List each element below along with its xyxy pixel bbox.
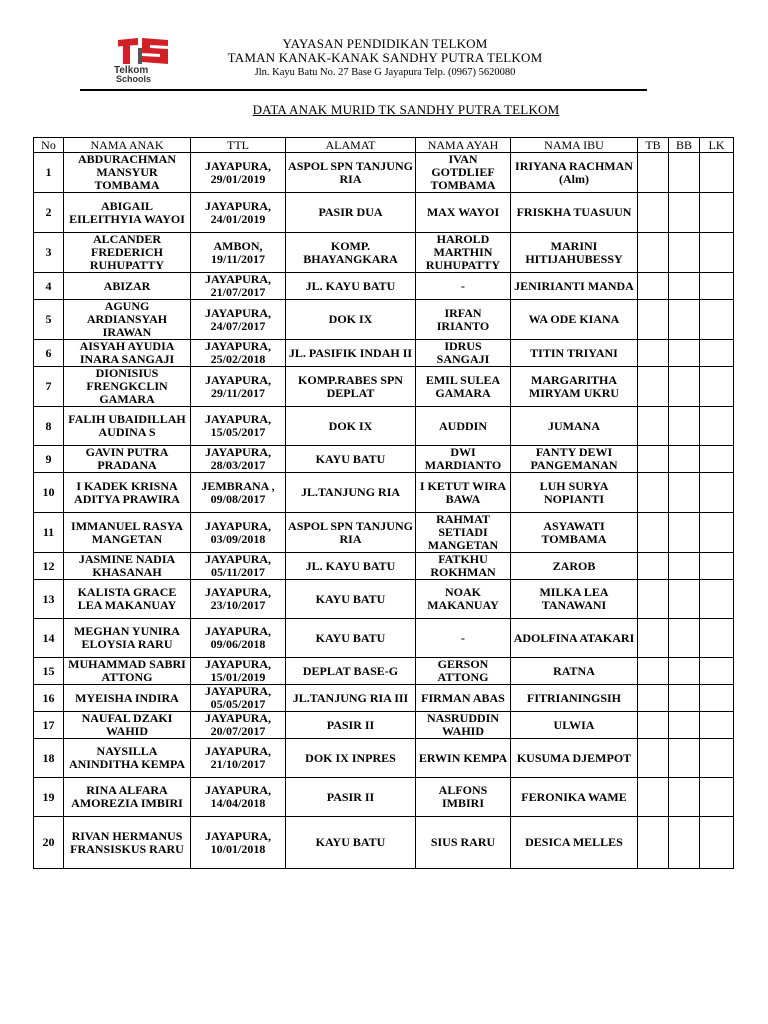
- cell-bb: [669, 446, 700, 473]
- cell-bb: [669, 300, 700, 340]
- cell-tb: [638, 778, 669, 817]
- cell-nama-anak: NAUFAL DZAKI WAHID: [64, 712, 191, 739]
- col-header-no: No: [34, 138, 64, 153]
- col-header-lk: LK: [700, 138, 734, 153]
- student-data-table: [33, 137, 734, 869]
- cell-alamat: JL. KAYU BATU: [286, 273, 416, 300]
- cell-bb: [669, 340, 700, 367]
- col-header-nama-ibu: NAMA IBU: [511, 138, 638, 153]
- cell-nama-ibu: LUH SURYA NOPIANTI: [511, 473, 638, 513]
- cell-nama-anak: ABDURACHMAN MANSYUR TOMBAMA: [64, 153, 191, 193]
- cell-ttl: JAYAPURA, 29/01/2019: [191, 153, 286, 193]
- cell-nama-ibu: ZAROB: [511, 553, 638, 580]
- cell-bb: [669, 367, 700, 407]
- cell-no: 12: [34, 553, 64, 580]
- cell-ttl: JEMBRANA , 09/08/2017: [191, 473, 286, 513]
- cell-no: 1: [34, 153, 64, 193]
- cell-ttl: JAYAPURA, 21/10/2017: [191, 739, 286, 778]
- cell-nama-anak: MYEISHA INDIRA: [64, 685, 191, 712]
- cell-no: 9: [34, 446, 64, 473]
- cell-ttl: AMBON, 19/11/2017: [191, 233, 286, 273]
- cell-lk: [700, 273, 734, 300]
- telkom-schools-logo: [112, 36, 174, 86]
- cell-nama-anak: AISYAH AYUDIA INARA SANGAJI: [64, 340, 191, 367]
- cell-bb: [669, 817, 700, 869]
- cell-alamat: JL.TANJUNG RIA III: [286, 685, 416, 712]
- cell-alamat: KAYU BATU: [286, 580, 416, 619]
- cell-nama-ibu: MILKA LEA TANAWANI: [511, 580, 638, 619]
- cell-nama-anak: FALIH UBAIDILLAH AUDINA S: [64, 407, 191, 446]
- cell-tb: [638, 619, 669, 658]
- cell-nama-ayah: NOAK MAKANUAY: [416, 580, 511, 619]
- cell-nama-ibu: ADOLFINA ATAKARI: [511, 619, 638, 658]
- cell-nama-anak: I KADEK KRISNA ADITYA PRAWIRA: [64, 473, 191, 513]
- cell-no: 11: [34, 513, 64, 553]
- cell-no: 13: [34, 580, 64, 619]
- cell-tb: [638, 473, 669, 513]
- cell-nama-ayah: -: [416, 619, 511, 658]
- document-title: DATA ANAK MURID TK SANDHY PUTRA TELKOM: [252, 102, 560, 117]
- cell-lk: [700, 778, 734, 817]
- col-header-tb: TB: [638, 138, 669, 153]
- cell-nama-ayah: I KETUT WIRA BAWA: [416, 473, 511, 513]
- cell-no: 17: [34, 712, 64, 739]
- cell-lk: [700, 473, 734, 513]
- cell-lk: [700, 340, 734, 367]
- cell-tb: [638, 193, 669, 233]
- cell-nama-ibu: ASYAWATI TOMBAMA: [511, 513, 638, 553]
- cell-ttl: JAYAPURA, 29/11/2017: [191, 367, 286, 407]
- cell-tb: [638, 340, 669, 367]
- cell-bb: [669, 619, 700, 658]
- cell-lk: [700, 658, 734, 685]
- cell-lk: [700, 685, 734, 712]
- cell-alamat: PASIR II: [286, 712, 416, 739]
- cell-nama-ibu: IRIYANA RACHMAN (Alm): [511, 153, 638, 193]
- telkom-logo-mark-icon: [112, 36, 172, 66]
- table-row: [34, 193, 734, 233]
- letterhead: [180, 37, 590, 79]
- cell-lk: [700, 367, 734, 407]
- cell-bb: [669, 473, 700, 513]
- cell-nama-ayah: IDRUS SANGAJI: [416, 340, 511, 367]
- cell-no: 16: [34, 685, 64, 712]
- cell-alamat: KOMP. BHAYANGKARA: [286, 233, 416, 273]
- cell-nama-anak: GAVIN PUTRA PRADANA: [64, 446, 191, 473]
- cell-ttl: JAYAPURA, 15/01/2019: [191, 658, 286, 685]
- cell-tb: [638, 580, 669, 619]
- cell-nama-ayah: IRFAN IRIANTO: [416, 300, 511, 340]
- cell-nama-anak: KALISTA GRACE LEA MAKANUAY: [64, 580, 191, 619]
- col-header-bb: BB: [669, 138, 700, 153]
- cell-tb: [638, 513, 669, 553]
- cell-lk: [700, 739, 734, 778]
- cell-nama-ibu: TITIN TRIYANI: [511, 340, 638, 367]
- table-row: [34, 340, 734, 367]
- school-address: Jln. Kayu Batu No. 27 Base G Jayapura Telp. (0967) 5620080: [254, 67, 516, 78]
- cell-nama-ayah: ERWIN KEMPA: [416, 739, 511, 778]
- cell-nama-anak: IMMANUEL RASYA MANGETAN: [64, 513, 191, 553]
- cell-nama-anak: ALCANDER FREDERICH RUHUPATTY: [64, 233, 191, 273]
- cell-nama-ayah: DWI MARDIANTO: [416, 446, 511, 473]
- cell-tb: [638, 446, 669, 473]
- cell-alamat: ASPOL SPN TANJUNG RIA: [286, 153, 416, 193]
- col-header-ttl: TTL: [191, 138, 286, 153]
- cell-alamat: JL. KAYU BATU: [286, 553, 416, 580]
- cell-lk: [700, 446, 734, 473]
- cell-tb: [638, 739, 669, 778]
- table-row: [34, 658, 734, 685]
- table-row: [34, 407, 734, 446]
- table-row: [34, 367, 734, 407]
- cell-ttl: JAYAPURA, 23/10/2017: [191, 580, 286, 619]
- cell-ttl: JAYAPURA, 28/03/2017: [191, 446, 286, 473]
- table-row: [34, 473, 734, 513]
- cell-bb: [669, 513, 700, 553]
- cell-alamat: ASPOL SPN TANJUNG RIA: [286, 513, 416, 553]
- cell-nama-anak: AGUNG ARDIANSYAH IRAWAN: [64, 300, 191, 340]
- cell-nama-ayah: ALFONS IMBIRI: [416, 778, 511, 817]
- cell-nama-ibu: WA ODE KIANA: [511, 300, 638, 340]
- cell-nama-ibu: ULWIA: [511, 712, 638, 739]
- cell-alamat: PASIR DUA: [286, 193, 416, 233]
- cell-lk: [700, 619, 734, 658]
- cell-ttl: JAYAPURA, 09/06/2018: [191, 619, 286, 658]
- cell-alamat: DOK IX: [286, 300, 416, 340]
- table-row: [34, 273, 734, 300]
- cell-tb: [638, 407, 669, 446]
- cell-tb: [638, 685, 669, 712]
- cell-lk: [700, 580, 734, 619]
- cell-no: 20: [34, 817, 64, 869]
- cell-nama-anak: ABIZAR: [64, 273, 191, 300]
- cell-alamat: DEPLAT BASE-G: [286, 658, 416, 685]
- cell-ttl: JAYAPURA, 05/11/2017: [191, 553, 286, 580]
- table-header-row: [34, 138, 734, 153]
- table-row: [34, 446, 734, 473]
- cell-lk: [700, 817, 734, 869]
- cell-bb: [669, 273, 700, 300]
- cell-nama-ibu: FITRIANINGSIH: [511, 685, 638, 712]
- cell-nama-ibu: JUMANA: [511, 407, 638, 446]
- table-row: [34, 817, 734, 869]
- cell-tb: [638, 273, 669, 300]
- cell-alamat: KAYU BATU: [286, 817, 416, 869]
- table-row: [34, 739, 734, 778]
- cell-bb: [669, 712, 700, 739]
- table-row: [34, 233, 734, 273]
- cell-ttl: JAYAPURA, 20/07/2017: [191, 712, 286, 739]
- table-row: [34, 580, 734, 619]
- table-row: [34, 553, 734, 580]
- cell-tb: [638, 553, 669, 580]
- school-name: TAMAN KANAK-KANAK SANDHY PUTRA TELKOM: [227, 50, 543, 65]
- cell-nama-anak: NAYSILLA ANINDITHA KEMPA: [64, 739, 191, 778]
- cell-tb: [638, 658, 669, 685]
- table-row: [34, 153, 734, 193]
- cell-alamat: KOMP.RABES SPN DEPLAT: [286, 367, 416, 407]
- cell-bb: [669, 739, 700, 778]
- cell-ttl: JAYAPURA, 21/07/2017: [191, 273, 286, 300]
- cell-ttl: JAYAPURA, 05/05/2017: [191, 685, 286, 712]
- cell-nama-anak: MEGHAN YUNIRA ELOYSIA RARU: [64, 619, 191, 658]
- cell-tb: [638, 367, 669, 407]
- table-row: [34, 619, 734, 658]
- cell-nama-anak: ABIGAIL EILEITHYIA WAYOI: [64, 193, 191, 233]
- cell-ttl: JAYAPURA, 03/09/2018: [191, 513, 286, 553]
- cell-bb: [669, 685, 700, 712]
- cell-bb: [669, 778, 700, 817]
- cell-lk: [700, 153, 734, 193]
- cell-nama-ibu: FERONIKA WAME: [511, 778, 638, 817]
- cell-tb: [638, 712, 669, 739]
- cell-tb: [638, 153, 669, 193]
- cell-nama-anak: JASMINE NADIA KHASANAH: [64, 553, 191, 580]
- logo-subtext: Schools: [116, 74, 152, 84]
- cell-alamat: JL.TANJUNG RIA: [286, 473, 416, 513]
- cell-no: 5: [34, 300, 64, 340]
- cell-ttl: JAYAPURA, 14/04/2018: [191, 778, 286, 817]
- cell-ttl: JAYAPURA, 24/01/2019: [191, 193, 286, 233]
- cell-nama-anak: DIONISIUS FRENGKCLIN GAMARA: [64, 367, 191, 407]
- cell-alamat: DOK IX: [286, 407, 416, 446]
- cell-nama-ibu: MARINI HITIJAHUBESSY: [511, 233, 638, 273]
- cell-nama-ibu: MARGARITHA MIRYAM UKRU: [511, 367, 638, 407]
- cell-no: 3: [34, 233, 64, 273]
- cell-tb: [638, 817, 669, 869]
- cell-nama-ayah: GERSON ATTONG: [416, 658, 511, 685]
- cell-no: 18: [34, 739, 64, 778]
- cell-nama-ayah: SIUS RARU: [416, 817, 511, 869]
- logo-text: Telkom: [114, 65, 149, 76]
- cell-no: 14: [34, 619, 64, 658]
- cell-no: 7: [34, 367, 64, 407]
- cell-tb: [638, 233, 669, 273]
- cell-nama-ibu: JENIRIANTI MANDA: [511, 273, 638, 300]
- cell-lk: [700, 233, 734, 273]
- cell-lk: [700, 193, 734, 233]
- cell-nama-ayah: AUDDIN: [416, 407, 511, 446]
- col-header-nama-ayah: NAMA AYAH: [416, 138, 511, 153]
- col-header-nama-anak: NAMA ANAK: [64, 138, 191, 153]
- cell-lk: [700, 712, 734, 739]
- table-row: [34, 712, 734, 739]
- table-row: [34, 513, 734, 553]
- cell-no: 8: [34, 407, 64, 446]
- cell-nama-anak: RIVAN HERMANUS FRANSISKUS RARU: [64, 817, 191, 869]
- cell-nama-ayah: IVAN GOTDLIEF TOMBAMA: [416, 153, 511, 193]
- cell-no: 10: [34, 473, 64, 513]
- cell-bb: [669, 233, 700, 273]
- cell-nama-ibu: DESICA MELLES: [511, 817, 638, 869]
- cell-no: 19: [34, 778, 64, 817]
- cell-alamat: PASIR II: [286, 778, 416, 817]
- cell-no: 4: [34, 273, 64, 300]
- cell-tb: [638, 300, 669, 340]
- cell-ttl: JAYAPURA, 25/02/2018: [191, 340, 286, 367]
- cell-nama-ayah: MAX WAYOI: [416, 193, 511, 233]
- table-row: [34, 685, 734, 712]
- cell-bb: [669, 553, 700, 580]
- cell-nama-ayah: -: [416, 273, 511, 300]
- cell-ttl: JAYAPURA, 15/05/2017: [191, 407, 286, 446]
- cell-nama-ibu: RATNA: [511, 658, 638, 685]
- cell-no: 15: [34, 658, 64, 685]
- cell-lk: [700, 553, 734, 580]
- cell-nama-ayah: HAROLD MARTHIN RUHUPATTY: [416, 233, 511, 273]
- cell-alamat: DOK IX INPRES: [286, 739, 416, 778]
- cell-nama-ayah: RAHMAT SETIADI MANGETAN: [416, 513, 511, 553]
- cell-alamat: KAYU BATU: [286, 619, 416, 658]
- cell-lk: [700, 513, 734, 553]
- cell-nama-ayah: FATKHU ROKHMAN: [416, 553, 511, 580]
- cell-ttl: JAYAPURA, 24/07/2017: [191, 300, 286, 340]
- cell-no: 2: [34, 193, 64, 233]
- table-row: [34, 778, 734, 817]
- cell-ttl: JAYAPURA, 10/01/2018: [191, 817, 286, 869]
- cell-alamat: KAYU BATU: [286, 446, 416, 473]
- cell-nama-ibu: FRISKHA TUASUUN: [511, 193, 638, 233]
- cell-bb: [669, 580, 700, 619]
- cell-bb: [669, 407, 700, 446]
- cell-bb: [669, 193, 700, 233]
- cell-nama-ayah: EMIL SULEA GAMARA: [416, 367, 511, 407]
- cell-nama-ibu: FANTY DEWI PANGEMANAN: [511, 446, 638, 473]
- organization-name: YAYASAN PENDIDIKAN TELKOM: [282, 36, 488, 51]
- cell-nama-anak: MUHAMMAD SABRI ATTONG: [64, 658, 191, 685]
- cell-lk: [700, 407, 734, 446]
- table-row: [34, 300, 734, 340]
- cell-nama-ayah: NASRUDDIN WAHID: [416, 712, 511, 739]
- header-divider: [80, 89, 647, 91]
- cell-bb: [669, 153, 700, 193]
- cell-no: 6: [34, 340, 64, 367]
- cell-nama-ayah: FIRMAN ABAS: [416, 685, 511, 712]
- cell-bb: [669, 658, 700, 685]
- cell-nama-anak: RINA ALFARA AMOREZIA IMBIRI: [64, 778, 191, 817]
- cell-alamat: JL. PASIFIK INDAH II: [286, 340, 416, 367]
- col-header-alamat: ALAMAT: [286, 138, 416, 153]
- cell-lk: [700, 300, 734, 340]
- cell-nama-ibu: KUSUMA DJEMPOT: [511, 739, 638, 778]
